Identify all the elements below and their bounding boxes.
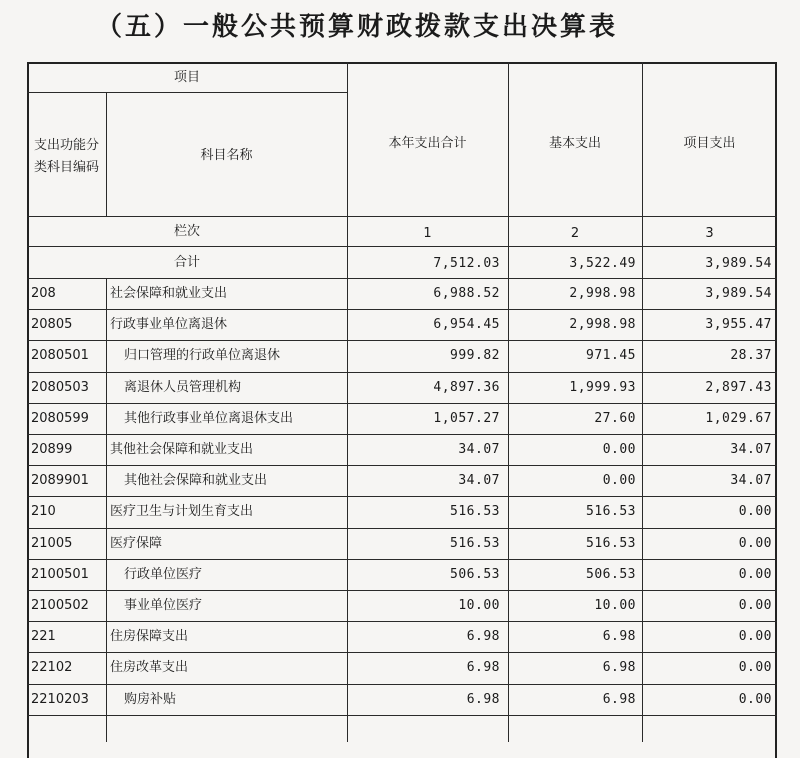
- header-subject-name: 科目名称: [200, 148, 253, 163]
- row-total: 4,897.36: [433, 379, 500, 395]
- header-item: 项目: [173, 70, 200, 85]
- row-code: 20805: [31, 317, 73, 333]
- row-total: 6.98: [466, 660, 500, 676]
- total-sum: 7,512.03: [433, 256, 500, 271]
- row-subject-name: 购房补贴: [124, 691, 177, 707]
- row-divider: [27, 496, 777, 497]
- row-code: 2080503: [31, 379, 89, 395]
- row-divider: [27, 559, 777, 560]
- row-basic: 2,998.98: [569, 317, 636, 333]
- row-total: 1,057.27: [433, 410, 500, 426]
- row-code: 20899: [31, 442, 73, 457]
- row-total: 506.53: [450, 566, 500, 582]
- row-code: 221: [31, 629, 56, 645]
- header-col-total: 本年支出合计: [388, 136, 467, 151]
- row-basic: 27.60: [594, 410, 636, 426]
- row-code: 2080599: [31, 410, 89, 426]
- row-subject-name: 其他社会保障和就业支出: [124, 473, 268, 489]
- row-subject-name: 社会保障和就业支出: [110, 286, 228, 301]
- col-index-3: 3: [705, 226, 714, 241]
- row-project: 28.37: [730, 348, 772, 364]
- row-subject-name: 离退休人员管理机构: [124, 379, 242, 395]
- row-code: 210: [31, 504, 56, 520]
- row-project: 0.00: [738, 566, 772, 582]
- row-divider: [27, 372, 777, 373]
- row-subject-name: 其他社会保障和就业支出: [110, 442, 254, 457]
- header-col-project: 项目支出: [683, 136, 736, 151]
- row-subject-name: 事业单位医疗: [124, 598, 203, 613]
- row-basic: 1,999.93: [569, 379, 636, 395]
- row-subject-name: 归口管理的行政单位离退休: [124, 348, 281, 364]
- header-code-line1: 支出功能分: [34, 138, 100, 153]
- row-code: 2080501: [31, 348, 89, 364]
- row-total: 6.98: [466, 629, 500, 645]
- row-basic: 506.53: [586, 566, 636, 582]
- row-project: 3,989.54: [705, 286, 772, 301]
- row-basic: 0.00: [602, 442, 636, 457]
- page-title: （五）一般公共预算财政拨款支出决算表: [96, 12, 619, 42]
- row-subject-name: 行政单位医疗: [124, 566, 203, 582]
- row-total: 34.07: [458, 473, 500, 489]
- row-project: 0.00: [738, 598, 772, 613]
- row-basic: 6.98: [602, 660, 636, 676]
- row-total: 516.53: [450, 535, 500, 551]
- row-subject-name: 住房保障支出: [110, 629, 189, 645]
- grid-line: [27, 92, 347, 93]
- row-total: 34.07: [458, 442, 500, 457]
- row-code: 21005: [31, 535, 73, 551]
- row-divider: [27, 652, 777, 653]
- row-code: 208: [31, 286, 56, 301]
- row-total: 999.82: [450, 348, 500, 364]
- col-index-1: 1: [423, 226, 432, 241]
- row-subject-name: 医疗卫生与计划生育支出: [110, 504, 254, 520]
- row-code: 2100502: [31, 598, 89, 613]
- row-divider: [27, 403, 777, 404]
- total-basic: 3,522.49: [569, 256, 636, 271]
- row-divider: [27, 684, 777, 685]
- row-subject-name: 住房改革支出: [110, 660, 189, 676]
- row-divider: [27, 528, 777, 529]
- row-project: 3,955.47: [705, 317, 772, 333]
- row-basic: 6.98: [602, 691, 636, 707]
- grid-line: [27, 216, 777, 217]
- row-basic: 971.45: [586, 348, 636, 364]
- row-project: 34.07: [730, 442, 772, 457]
- header-col-basic: 基本支出: [548, 136, 601, 151]
- row-divider: [27, 309, 777, 310]
- row-subject-name: 其他行政事业单位离退休支出: [124, 410, 294, 426]
- col-index-2: 2: [570, 226, 580, 241]
- row-project: 0.00: [738, 629, 772, 645]
- row-divider: [27, 715, 777, 716]
- row-divider: [27, 434, 777, 435]
- row-index-label: 栏次: [173, 224, 200, 239]
- row-total: 6.98: [466, 691, 500, 707]
- row-project: 2,897.43: [705, 379, 772, 395]
- total-label: 合计: [173, 255, 200, 270]
- row-basic: 0.00: [602, 473, 636, 489]
- row-divider: [27, 465, 777, 466]
- row-code: 2210203: [31, 691, 89, 707]
- row-subject-name: 行政事业单位离退休: [110, 317, 228, 333]
- row-project: 34.07: [730, 473, 772, 489]
- grid-line: [27, 278, 777, 279]
- row-code: 2100501: [31, 566, 89, 582]
- row-basic: 10.00: [594, 598, 636, 613]
- header-code-line2: 类科目编码: [34, 160, 100, 175]
- row-basic: 516.53: [586, 504, 636, 520]
- row-code: 2089901: [31, 473, 89, 489]
- row-basic: 516.53: [586, 535, 636, 551]
- row-divider: [27, 340, 777, 341]
- row-project: 0.00: [738, 504, 772, 520]
- row-code: 22102: [31, 660, 73, 676]
- row-project: 1,029.67: [705, 410, 772, 426]
- row-total: 6,988.52: [433, 286, 500, 301]
- row-subject-name: 医疗保障: [110, 535, 163, 551]
- row-basic: 2,998.98: [569, 286, 636, 301]
- row-basic: 6.98: [602, 629, 636, 645]
- grid-line: [27, 246, 777, 247]
- row-project: 0.00: [738, 535, 772, 551]
- total-project: 3,989.54: [705, 256, 772, 271]
- grid-line: [106, 278, 107, 742]
- row-total: 516.53: [450, 504, 500, 520]
- row-total: 10.00: [458, 598, 500, 613]
- row-project: 0.00: [738, 660, 772, 676]
- row-project: 0.00: [738, 691, 772, 707]
- row-divider: [27, 621, 777, 622]
- row-total: 6,954.45: [433, 317, 500, 333]
- row-divider: [27, 590, 777, 591]
